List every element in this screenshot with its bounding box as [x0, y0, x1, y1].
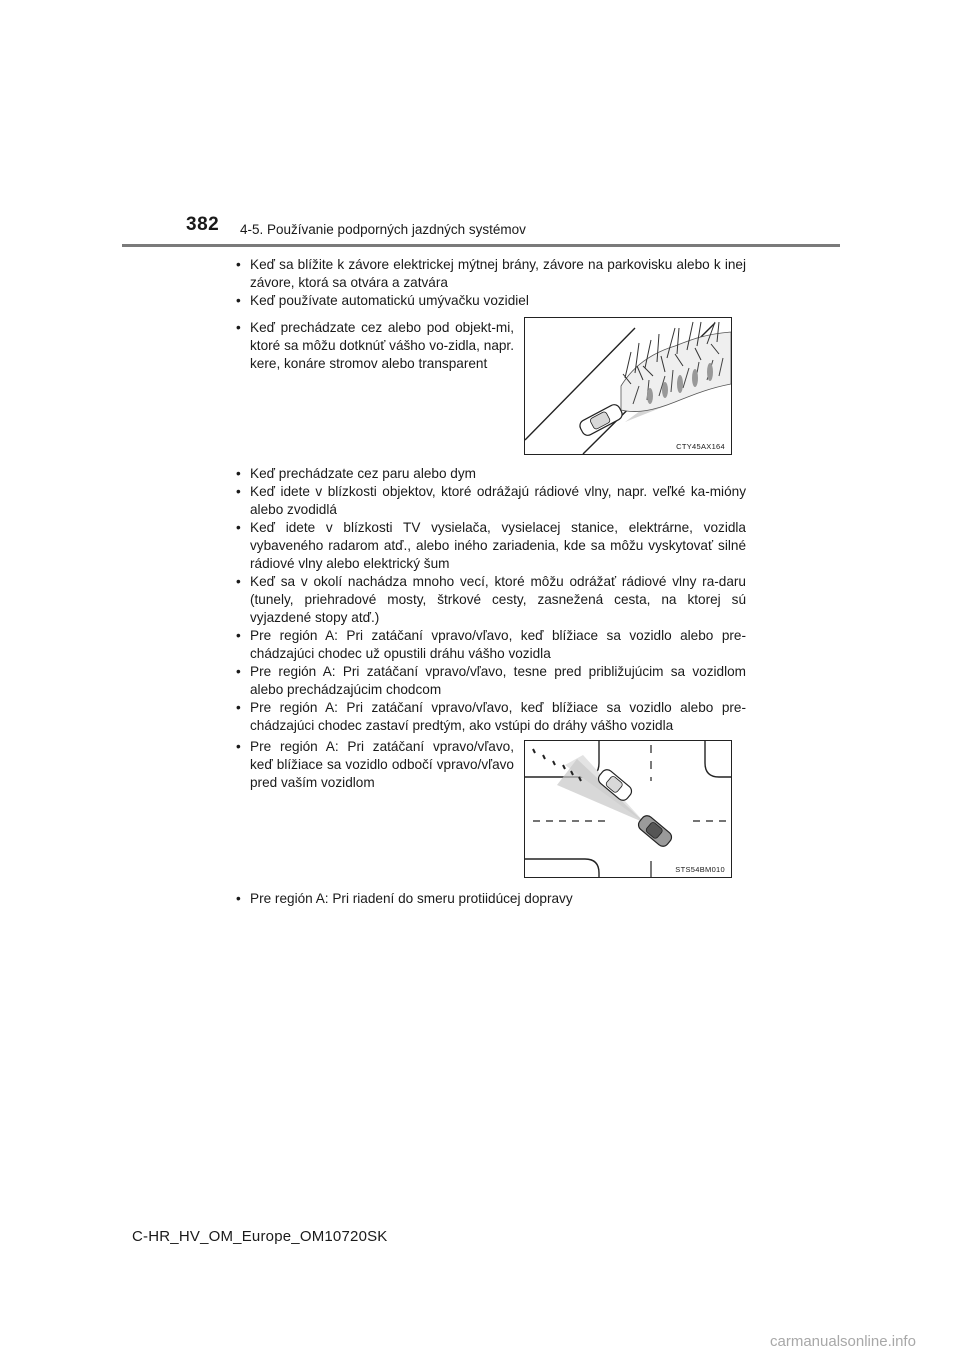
list-item: • Keď idete v blízkosti objektov, ktoré odrážajú rádiové vlny, napr. veľké ka-mióny alebo zvodidlá: [236, 483, 746, 519]
watermark: carmanualsonline.info: [770, 1333, 916, 1350]
bullet-list-b: [236, 465, 746, 735]
section-title: 4-5. Používanie podporných jazdných systémov: [240, 222, 526, 237]
page-number: 382: [186, 214, 220, 235]
list-item: • Keď sa blížite k závore elektrickej mýtnej brány, závore na parkovisku alebo k inej závore, ktorá sa otvára a zatvára: [236, 256, 746, 292]
figure1-caption-list: [236, 319, 514, 373]
list-item: • Pre región A: Pri zatáčaní vpravo/vľavo, keď blížiace sa vozidlo alebo pre-chádzajúci chodec zastaví predtým, ako vstúpi do dráhy vášho vozidla: [236, 699, 746, 735]
bullet-list-c: [236, 890, 746, 908]
bullet-list-a: [236, 256, 746, 310]
list-item: • Keď sa v okolí nachádza mnoho vecí, ktoré môžu odrážať rádiové vlny ra-daru (tunely, priehradové mosty, štrkové cesty, zasnežená cesta, na ktorej sú vyjazdené stopy atď.): [236, 573, 746, 627]
intersection-turn-illustration-icon: [525, 741, 731, 877]
figure-intersection: [524, 740, 732, 878]
list-item: • Keď prechádzate cez paru alebo dym: [236, 465, 746, 483]
list-item: • Pre región A: Pri riadení do smeru protiidúcej dopravy: [236, 890, 746, 908]
figure-vegetation: [524, 317, 732, 455]
list-item: • Keď prechádzate cez alebo pod objekt-mi, ktoré sa môžu dotknúť vášho vo-zidla, napr. kere, konáre stromov alebo transparent: [236, 319, 514, 373]
list-item: • Pre región A: Pri zatáčaní vpravo/vľavo, keď blížiace sa vozidlo odbočí vpravo/vľavo pred vaším vozidlom: [236, 738, 514, 792]
vegetation-sensor-illustration-icon: [525, 318, 731, 454]
list-item: • Pre región A: Pri zatáčaní vpravo/vľavo, tesne pred približujúcim sa vozidlom alebo prechádzajúcim chodcom: [236, 663, 746, 699]
list-item: • Keď idete v blízkosti TV vysielača, vysielacej stanice, elektrárne, vozidla vybaveného radarom atď., alebo iného zariadenia, kde sa môžu vyskytovať silné rádiové vlny alebo elektrický šum: [236, 519, 746, 573]
figure-code: CTY45AX164: [676, 442, 725, 451]
page-header: [0, 0, 960, 250]
list-item: • Pre región A: Pri zatáčaní vpravo/vľavo, keď blížiace sa vozidlo alebo pre-chádzajúci chodec už opustili dráhu vášho vozidla: [236, 627, 746, 663]
list-item: • Keď používate automatickú umývačku vozidiel: [236, 292, 746, 310]
figure-code: STS54BM010: [675, 865, 725, 874]
figure2-caption-list: [236, 738, 514, 792]
document-id: C-HR_HV_OM_Europe_OM10720SK: [132, 1228, 388, 1245]
header-divider: [122, 244, 840, 247]
